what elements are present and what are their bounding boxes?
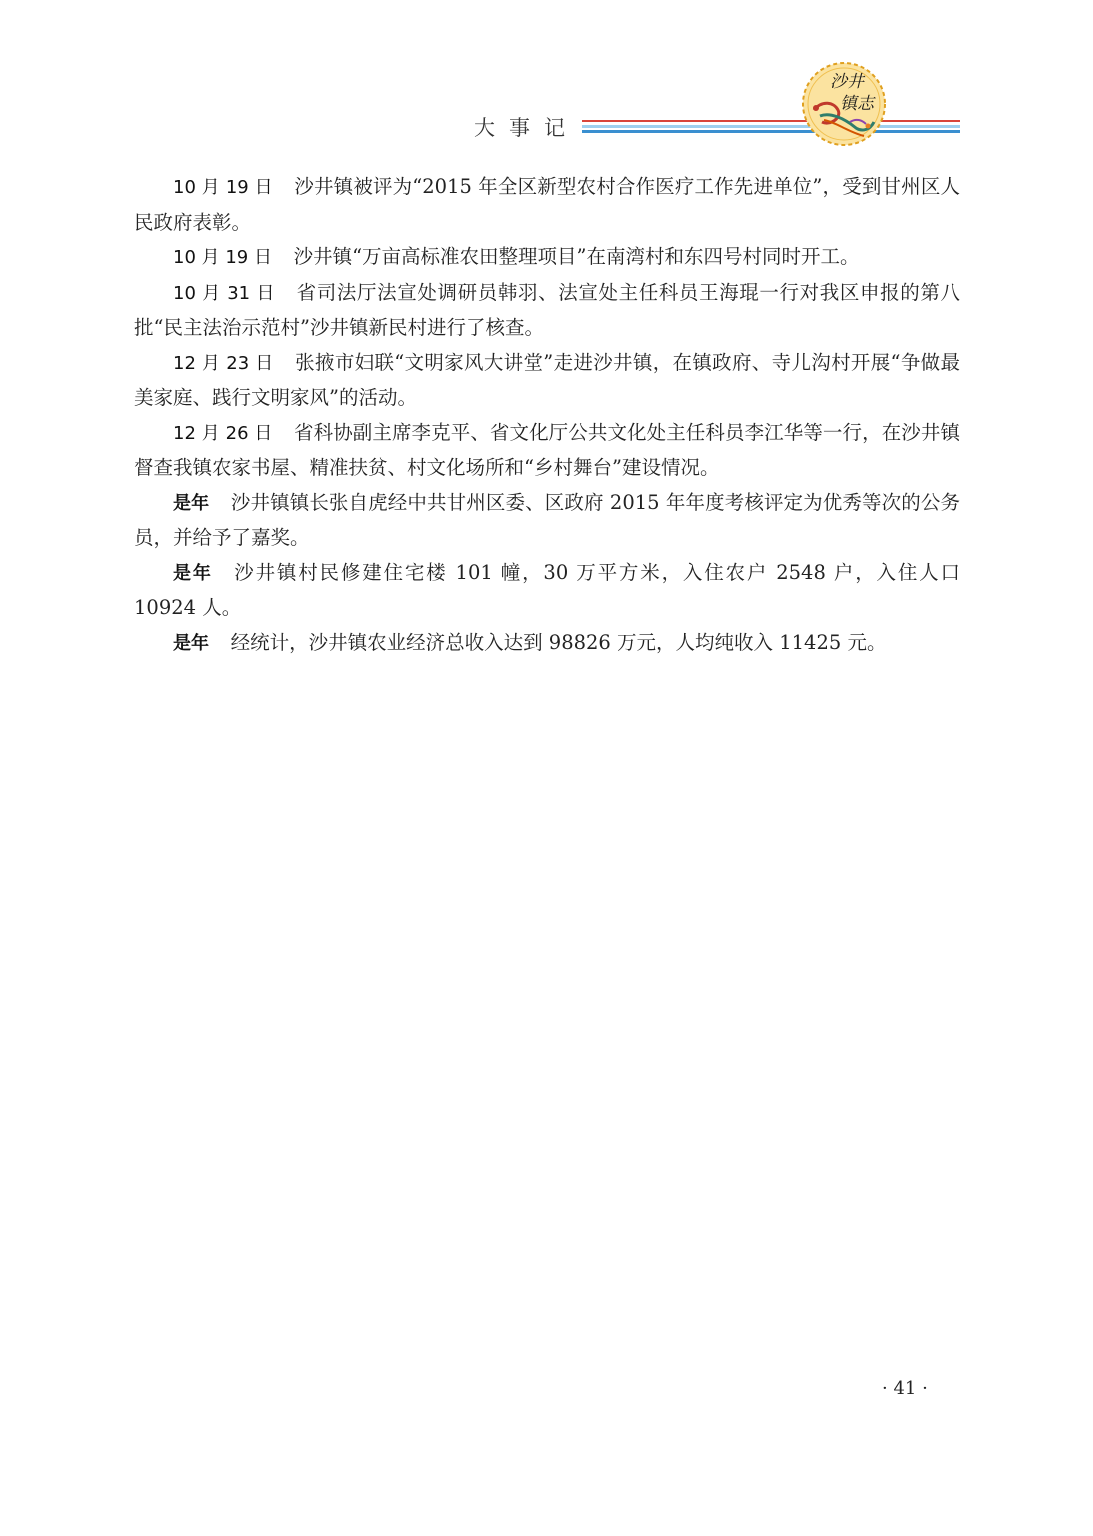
entry-text: 沙井镇“万亩高标准农田整理项目”在南湾村和东四号村同时开工。 [293, 245, 860, 268]
entry-text: 沙井镇被评为“2015 年全区新型农村合作医疗工作先进单位”，受到甘州区人民政府表彰。 [134, 175, 960, 234]
entry-text: 省科协副主席李克平、省文化厅公共文化处主任科员李江华等一行，在沙井镇督查我镇农家书屋、精准扶贫、村文化场所和“乡村舞台”建设情况。 [134, 420, 960, 479]
entry-date: 10 月 31 日 [173, 282, 276, 304]
chronicle-entry [134, 486, 960, 556]
entry-text: 沙井镇村民修建住宅楼 101 幢，30 万平方米，入住农户 2548 户，入住人口 10924 人。 [134, 560, 960, 619]
entry-date: 10 月 19 日 [173, 247, 272, 268]
chronicle-entry [134, 556, 960, 626]
chronicle-entries [134, 170, 960, 661]
entry-date: 10 月 19 日 [173, 177, 273, 198]
header-rule-red [582, 120, 960, 122]
seal-text-line2: 镇志 [840, 94, 874, 114]
entry-date: 12 月 26 日 [173, 422, 273, 444]
entry-date: 是年 [173, 632, 209, 654]
page-number: · 41 · [882, 1378, 928, 1399]
chronicle-entry [134, 170, 960, 240]
page-header [0, 0, 1093, 160]
entry-date: 是年 [173, 492, 210, 514]
entry-date: 12 月 23 日 [173, 352, 274, 374]
entry-text: 经统计，沙井镇农业经济总收入达到 98826 万元，人均纯收入 11425 元。 [230, 630, 887, 654]
section-title: 大事记 [474, 116, 579, 140]
chronicle-entry [134, 276, 960, 346]
seal-text-line1: 沙井 [830, 72, 864, 92]
chronicle-seal-logo [800, 60, 888, 148]
entry-text: 省司法厅法宣处调研员韩羽、法宣处主任科员王海琨一行对我区申报的第八批“民主法治示范村”沙井镇新民村进行了核查。 [134, 280, 960, 339]
chronicle-entry [134, 346, 960, 416]
entry-text: 张掖市妇联“文明家风大讲堂”走进沙井镇，在镇政府、寺儿沟村开展“争做最美家庭、践行文明家风”的活动。 [134, 350, 960, 409]
entry-date: 是年 [173, 562, 213, 584]
header-rule-blue [582, 130, 960, 133]
chronicle-entry [134, 416, 960, 486]
header-rule-light-blue [582, 125, 960, 128]
entry-text: 沙井镇镇长张自虎经中共甘州区委、区政府 2015 年年度考核评定为优秀等次的公务员，并给予了嘉奖。 [134, 490, 961, 549]
chronicle-entry [134, 626, 960, 662]
chronicle-entry [134, 240, 960, 276]
